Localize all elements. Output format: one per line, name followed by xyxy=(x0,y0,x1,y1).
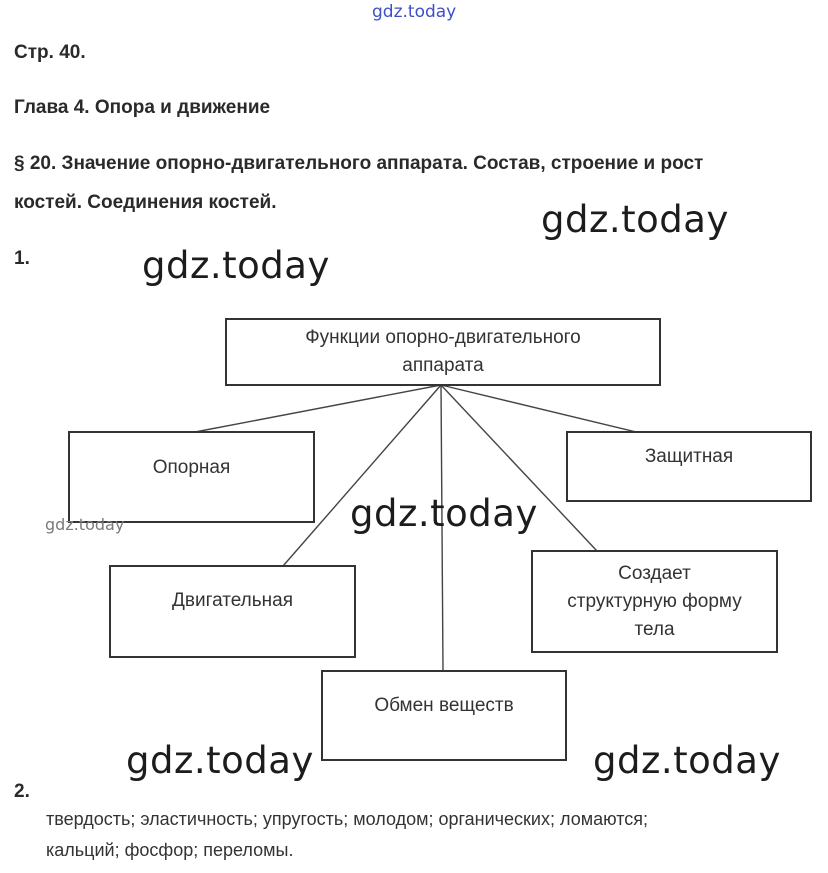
watermark-2: gdz.today xyxy=(142,244,330,287)
support-label: Опорная xyxy=(152,457,231,478)
task2-answer-line2: кальций; фосфор; переломы. xyxy=(46,840,294,860)
box-structural-shape xyxy=(531,550,778,653)
root-label-line2: аппарата xyxy=(402,355,484,376)
watermark-3: gdz.today xyxy=(350,492,538,535)
shape-label-line1: Создает xyxy=(618,562,691,584)
box-motor xyxy=(109,565,356,658)
task2-number: 2. xyxy=(14,781,30,802)
chapter-title: Глава 4. Опора и движение xyxy=(14,97,271,118)
shape-label-line3: тела xyxy=(634,618,675,640)
task2-answer-line1: твердость; эластичность; упругость; молодом; органических; ломаются; xyxy=(46,809,648,829)
shape-label-line2: структурную форму xyxy=(567,590,742,612)
box-metabolism xyxy=(321,670,567,761)
watermark-small-left: gdz.today xyxy=(45,515,125,534)
connector-support xyxy=(195,385,441,432)
watermark-1: gdz.today xyxy=(541,198,729,241)
box-support xyxy=(68,431,315,523)
watermark-5: gdz.today xyxy=(593,739,781,782)
motor-label: Двигательная xyxy=(172,590,293,611)
box-functions-root xyxy=(225,318,661,386)
watermark-top: gdz.today xyxy=(372,2,457,22)
section-title-line2: костей. Соединения костей. xyxy=(14,192,277,213)
section-title-line1: § 20. Значение опорно-двигательного аппарата. Состав, строение и рост xyxy=(14,153,704,174)
connector-protective xyxy=(441,385,636,432)
metabolism-label: Обмен веществ xyxy=(374,695,514,716)
watermark-4: gdz.today xyxy=(126,739,314,782)
task1-number: 1. xyxy=(14,248,30,269)
root-label-line1: Функции опорно-двигательного xyxy=(305,327,581,348)
protective-label: Защитная xyxy=(644,446,734,467)
box-protective xyxy=(566,431,812,502)
page-number: Стр. 40. xyxy=(14,42,86,63)
